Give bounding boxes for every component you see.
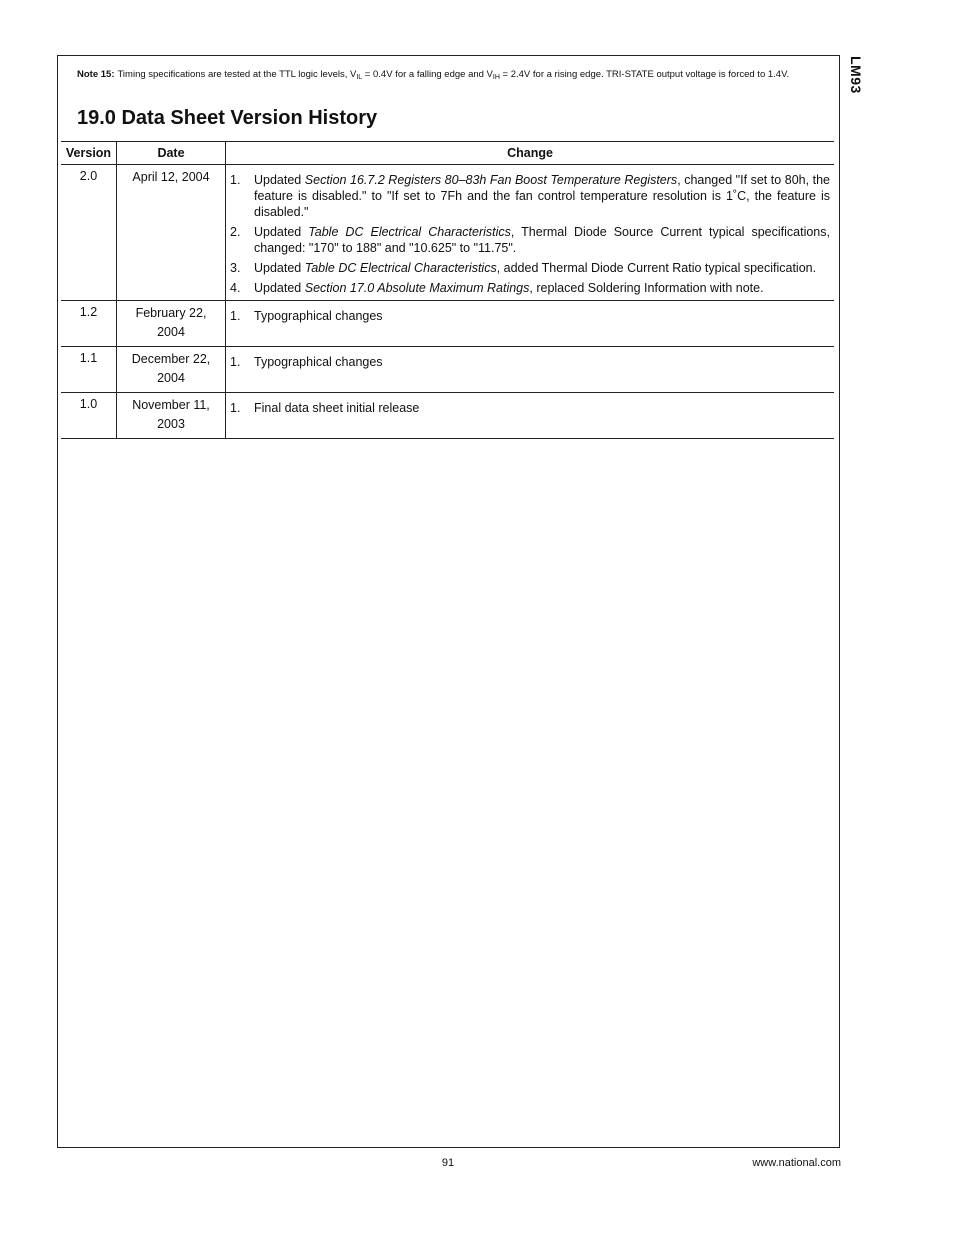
change-text: Final data sheet initial release: [254, 401, 420, 415]
version-cell: 2.0: [61, 165, 117, 301]
footer-url: www.national.com: [752, 1157, 841, 1169]
change-text: Updated: [254, 173, 305, 187]
change-item: [230, 260, 830, 276]
change-reference: Table DC Electrical Characteristics: [304, 261, 497, 275]
change-reference: Section 16.7.2 Registers 80–83h Fan Boost Temperature Registers: [304, 173, 678, 187]
change-item-text: [254, 400, 830, 416]
change-item-text: [254, 260, 830, 276]
change-item-text: [254, 224, 830, 256]
change-reference: Table DC Electrical Characteristics: [308, 225, 511, 239]
change-cell: [226, 301, 835, 347]
change-list: [230, 172, 830, 296]
note-text-2: = 0.4V for a falling edge and V: [362, 69, 493, 80]
change-item: [230, 280, 830, 296]
change-item-number: 2.: [230, 225, 241, 239]
change-item-number: 1.: [230, 173, 241, 187]
version-cell: 1.1: [61, 347, 117, 393]
change-text-continued: , replaced Soldering Information with note.: [529, 281, 764, 295]
change-cell: [226, 393, 835, 439]
table-body: [61, 165, 834, 439]
change-list: [230, 308, 830, 324]
change-item: [230, 400, 830, 416]
change-text-continued: , added Thermal Diode Current Ratio typical specification.: [496, 261, 817, 275]
date-cell: February 22, 2004: [117, 301, 226, 347]
part-number-label: LM93: [848, 56, 864, 94]
date-cell: December 22, 2004: [117, 347, 226, 393]
note-label: Note 15:: [77, 69, 115, 80]
date-cell: April 12, 2004: [117, 165, 226, 301]
change-item: [230, 172, 830, 220]
note-15: [77, 68, 822, 84]
note-sub-1: IL: [356, 74, 363, 81]
change-item: [230, 354, 830, 370]
change-list: [230, 400, 830, 416]
change-item-number: 1.: [230, 355, 241, 369]
version-cell: 1.2: [61, 301, 117, 347]
table-header-row: [61, 142, 834, 165]
table-row: [61, 347, 834, 393]
section-heading: 19.0 Data Sheet Version History: [77, 107, 378, 129]
change-item-text: [254, 172, 830, 220]
date-cell: November 11, 2003: [117, 393, 226, 439]
change-text: Typographical changes: [254, 355, 383, 369]
change-item: [230, 224, 830, 256]
change-list: [230, 354, 830, 370]
column-header-date: Date: [117, 142, 226, 165]
change-text-continued: , changed "If set to 80h, the feature is disabled." to "If set to 7Fh and the fan control temperature resolution is 1˚C, the feature is disabled.": [254, 173, 830, 219]
change-text: Updated: [254, 261, 305, 275]
change-item-text: [254, 280, 830, 296]
change-cell: [226, 347, 835, 393]
change-text-continued: , Thermal Diode Source Current typical specifications, changed: "170" to 188" and "10.625" to "11.75".: [254, 225, 830, 255]
change-text: Updated: [254, 281, 305, 295]
change-item-text: [254, 354, 830, 370]
column-header-change: Change: [226, 142, 835, 165]
change-item: [230, 308, 830, 324]
table-row: [61, 301, 834, 347]
change-item-text: [254, 308, 830, 324]
change-text: Updated: [254, 225, 309, 239]
page-number: 91: [441, 1157, 455, 1169]
column-header-version: Version: [61, 142, 117, 165]
note-sub-2: IH: [492, 74, 500, 81]
table-row: [61, 165, 834, 301]
note-text-1: Timing specifications are tested at the TTL logic levels, V: [117, 69, 357, 80]
change-item-number: 3.: [230, 261, 241, 275]
version-cell: 1.0: [61, 393, 117, 439]
table-row: [61, 393, 834, 439]
change-text: Typographical changes: [254, 309, 383, 323]
change-item-number: 1.: [230, 401, 241, 415]
change-reference: Section 17.0 Absolute Maximum Ratings: [304, 281, 530, 295]
change-item-number: 4.: [230, 281, 241, 295]
note-text-3: = 2.4V for a rising edge. TRI-STATE output voltage is forced to 1.4V.: [499, 69, 790, 80]
version-history-table: [61, 141, 834, 439]
change-cell: [226, 165, 835, 301]
change-item-number: 1.: [230, 309, 241, 323]
